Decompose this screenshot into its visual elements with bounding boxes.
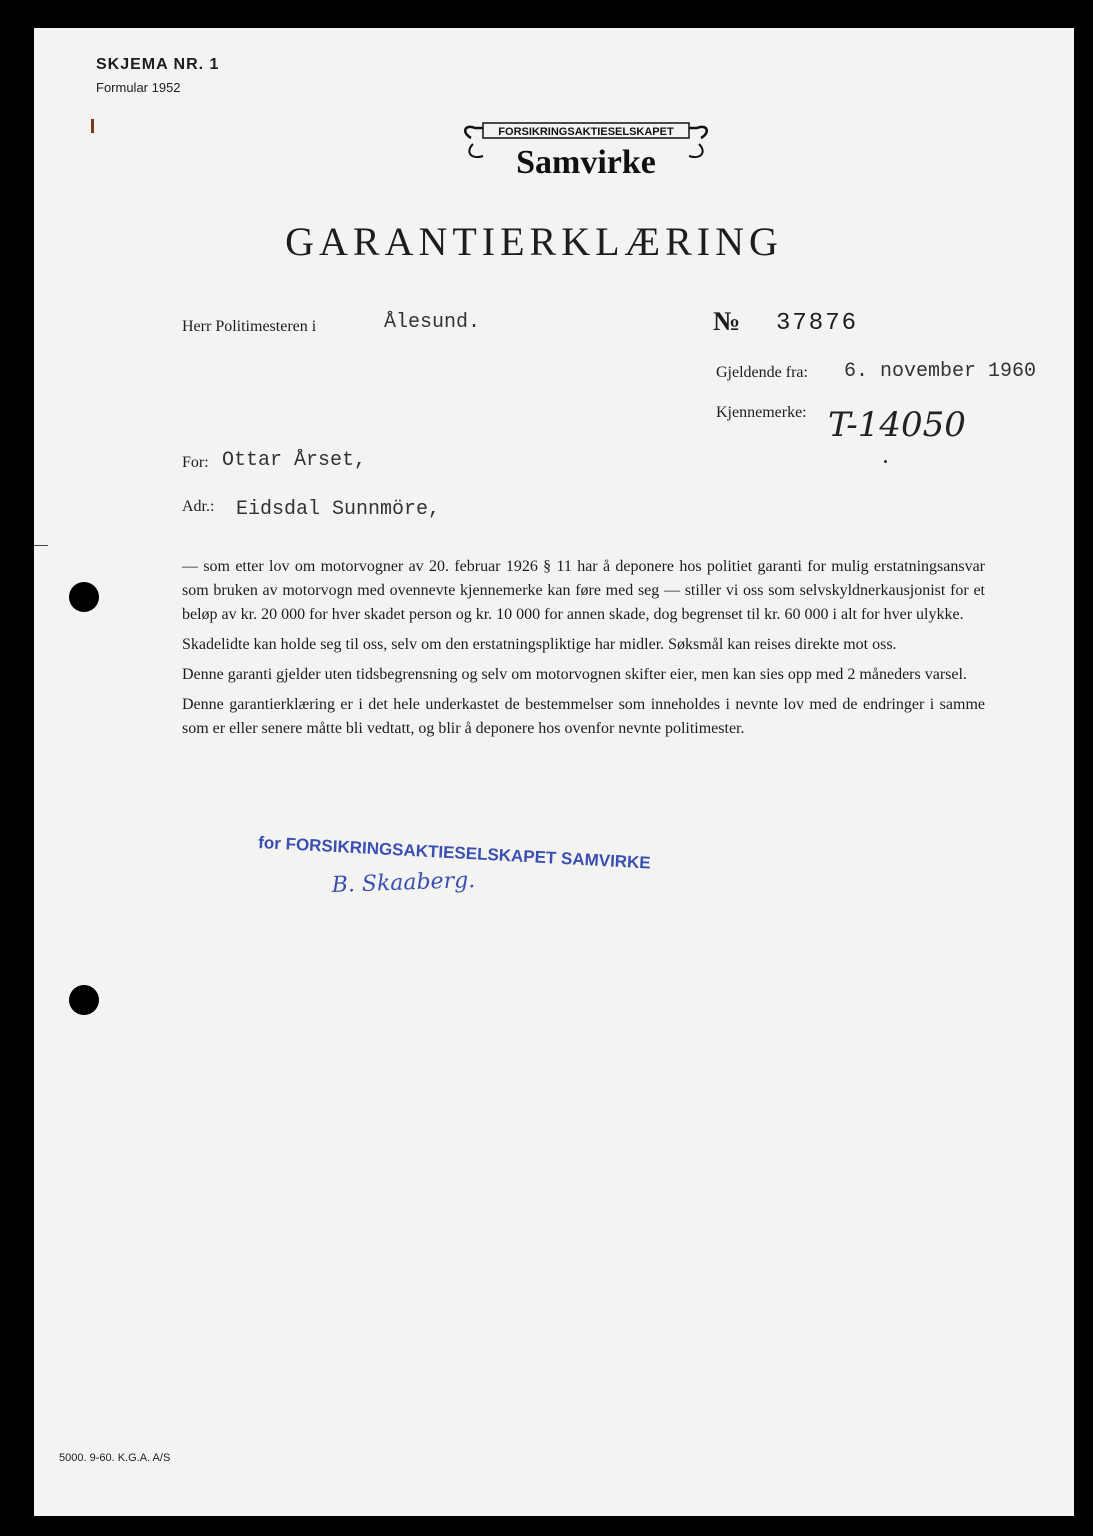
handwritten-registration <box>822 396 1022 456</box>
address-value: Eidsdal Sunnmöre, <box>236 498 441 521</box>
form-id: SKJEMA NR. 1 <box>96 56 220 73</box>
svg-text:B. Skaaberg.: B. Skaaberg. <box>331 868 476 898</box>
printer-imprint: 5000. 9-60. K.G.A. A/S <box>59 1452 171 1464</box>
registration-value <box>822 396 1022 456</box>
document-sheet <box>34 28 1074 1516</box>
paragraph: Denne garantierklæring er i det hele underkastet de bestemmelser som inneholdes i nevnte lov med de endringer i samme som er eller senere måtte bli vedtatt, og blir å deponere hos ovenfor nevnte politimester. <box>182 696 985 737</box>
registration-label: Kjennemerke: <box>716 404 807 421</box>
svg-text:Samvirke: Samvirke <box>516 144 656 181</box>
rust-mark <box>91 119 94 133</box>
for-label: For: <box>182 454 209 471</box>
paragraph: Denne garanti gjelder uten tidsbegrensning og selv om motorvognen skifter eier, men kan sies opp med 2 måneders varsel. <box>182 666 967 683</box>
punch-hole <box>69 582 99 612</box>
guarantee-number: 37876 <box>776 310 859 337</box>
for-value: Ottar Årset, <box>222 449 367 472</box>
stamp-graphic <box>254 828 674 908</box>
recipient-label: Herr Politimesteren i <box>182 318 317 335</box>
valid-from-value: 6. november 1960 <box>844 360 1037 383</box>
company-logo <box>461 118 711 188</box>
document-title: GARANTIERKLÆRING <box>285 219 783 264</box>
paragraph: Skadelidte kan holde seg til oss, selv om den erstatningspliktige har midler. Søksmål kan reises direkte mot oss. <box>182 636 897 653</box>
valid-from-label: Gjeldende fra: <box>716 364 808 381</box>
svg-text:T-14050: T-14050 <box>828 405 966 445</box>
svg-text:FORSIKRINGSAKTIESELSKAPET: FORSIKRINGSAKTIESELSKAPET <box>498 126 674 138</box>
logo-graphic <box>461 118 711 188</box>
form-year: Formular 1952 <box>96 80 181 95</box>
fold-mark <box>34 545 48 546</box>
address-label: Adr.: <box>182 498 215 515</box>
guarantee-text <box>182 555 985 747</box>
punch-hole <box>69 985 99 1015</box>
paragraph: — som etter lov om motorvogner av 20. februar 1926 § 11 har å deponere hos politiet garanti for mulig erstatningsansvar som bruken av motorvogn med ovennevte kjennemerke kan føre med seg — stiller vi oss som selvskyldnerkausjonist for et beløp av kr. 20 000 for hver skadet person og kr. 10 000 for annen skade, dog begrenset til kr. 60 000 i alt for hver ulykke. <box>182 558 985 623</box>
company-stamp <box>254 828 674 908</box>
svg-text:for FORSIKRINGSAKTIESELSKAPET: for FORSIKRINGSAKTIESELSKAPET SAMVIRKE <box>257 833 652 873</box>
recipient-value: Ålesund. <box>384 311 481 334</box>
ink-dot <box>884 460 887 463</box>
number-sign: № <box>713 306 741 336</box>
